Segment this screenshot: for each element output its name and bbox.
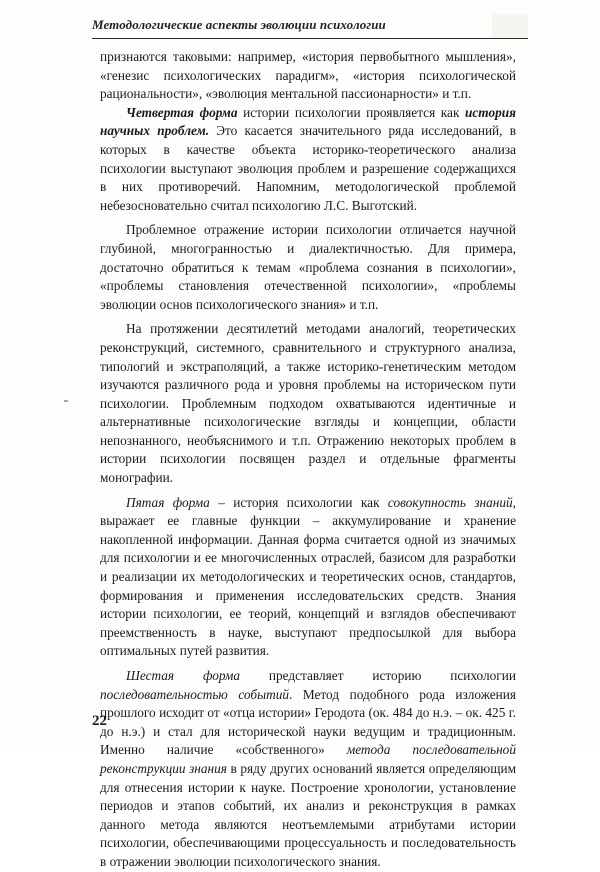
text-run: . Метод подобного рода изложения прошлого исходит от «отца истории» Геродота (ок. 484 до н.э. – ок. 425 г. до н.э.) и стал для исторической науки ведущим и традиционным. Именно наличие «собственного» xyxy=(100,686,516,758)
paragraph xyxy=(100,320,516,487)
text-run: – история психологии как xyxy=(209,494,388,510)
header-corner-mark xyxy=(492,14,528,38)
emphasis-run: Четвертая форма xyxy=(126,104,238,120)
running-header xyxy=(92,14,528,39)
text-run: представляет историю психологии xyxy=(240,668,516,683)
body-text xyxy=(100,48,516,872)
paragraph xyxy=(100,104,516,216)
emphasis-run: история научных проблем. xyxy=(100,104,516,139)
text-run: признаются таковыми: например, «история первобытного мышления», «генезис психологических парадигм», «история психологической рациональности», «эволюция ментальной пассионарности» и т.п. xyxy=(100,49,516,102)
paragraph xyxy=(100,494,516,661)
text-run: в ряду других оснований является определяющим для отнесения истории к науке. Построение хронологии, установление периодов и этапов событий, их анализ и реконструкция в рамках данного метода являются неотъемлемыми атрибутами истории психологии, обеспечивающими процессуальность и последовательность в отражении эволюции психологического знания. xyxy=(100,760,516,869)
page-number: 22 xyxy=(92,713,107,729)
running-header-title: Методологические аспекты эволюции психологии xyxy=(92,17,386,32)
text-run: Это касается значительного ряда исследований, в которых в качестве объекта историко-теоретического анализа психологии выступают эволюция проблем и разрешение содержащихся в них противоречий. Напомним, методологической проблемой небезосновательно считал психологию Л.С. Выготский. xyxy=(100,123,516,213)
text-run: На протяжении десятилетий методами аналогий, теоретических реконструкций, системного, сравнительного и структурного анализа, типологий и экстраполяций, а также историко-генетическим методом изучаются различного рода и уровня проблемы на историческом пути психологии. Проблемным подходом охватываются идентичные и альтернативные психологические взгляды и концепции, области непознанного, необъяснимого и т.п. Отражению некоторых проблем в истории психологии посвящен раздел и отдельные фрагменты монографии. xyxy=(100,321,516,486)
emphasis-run: метода последовательной реконструкции знания xyxy=(100,742,516,776)
margin-speck xyxy=(64,400,68,402)
emphasis-run: Шестая форма xyxy=(126,668,241,683)
emphasis-run: Пятая форма xyxy=(126,494,210,510)
paragraph xyxy=(100,48,516,104)
text-run: Проблемное отражение истории психологии отличается научной глубиной, многогранностью и диалектичностью. Для примера, достаточно обратиться к темам «проблема сознания в психологии», «проблемы становления отечественной психологии», «проблемы эволюции основ психологического знания» и т.п. xyxy=(100,222,516,312)
emphasis-run: последовательностью событий xyxy=(100,686,289,702)
paragraph xyxy=(100,667,516,872)
emphasis-run: совокупность знаний xyxy=(387,494,513,510)
text-run: истории психологии проявляется как xyxy=(237,104,465,120)
text-run: , выражает ее главные функции – аккумулирование и хранение накопленной информации. Данная форма считается одной из значимых для психологии и ее многочисленных отраслей, базисом для разработки и реализации их методологических и теоретических основ, стандартов, формирования и применения исследовательских средств. Знания истории психологии, ее теорий, концепций и взглядов обеспечивают преемственность в науке, выступают предпосылкой для выбора оптимальных путей развития. xyxy=(100,494,516,659)
paragraph xyxy=(100,221,516,314)
